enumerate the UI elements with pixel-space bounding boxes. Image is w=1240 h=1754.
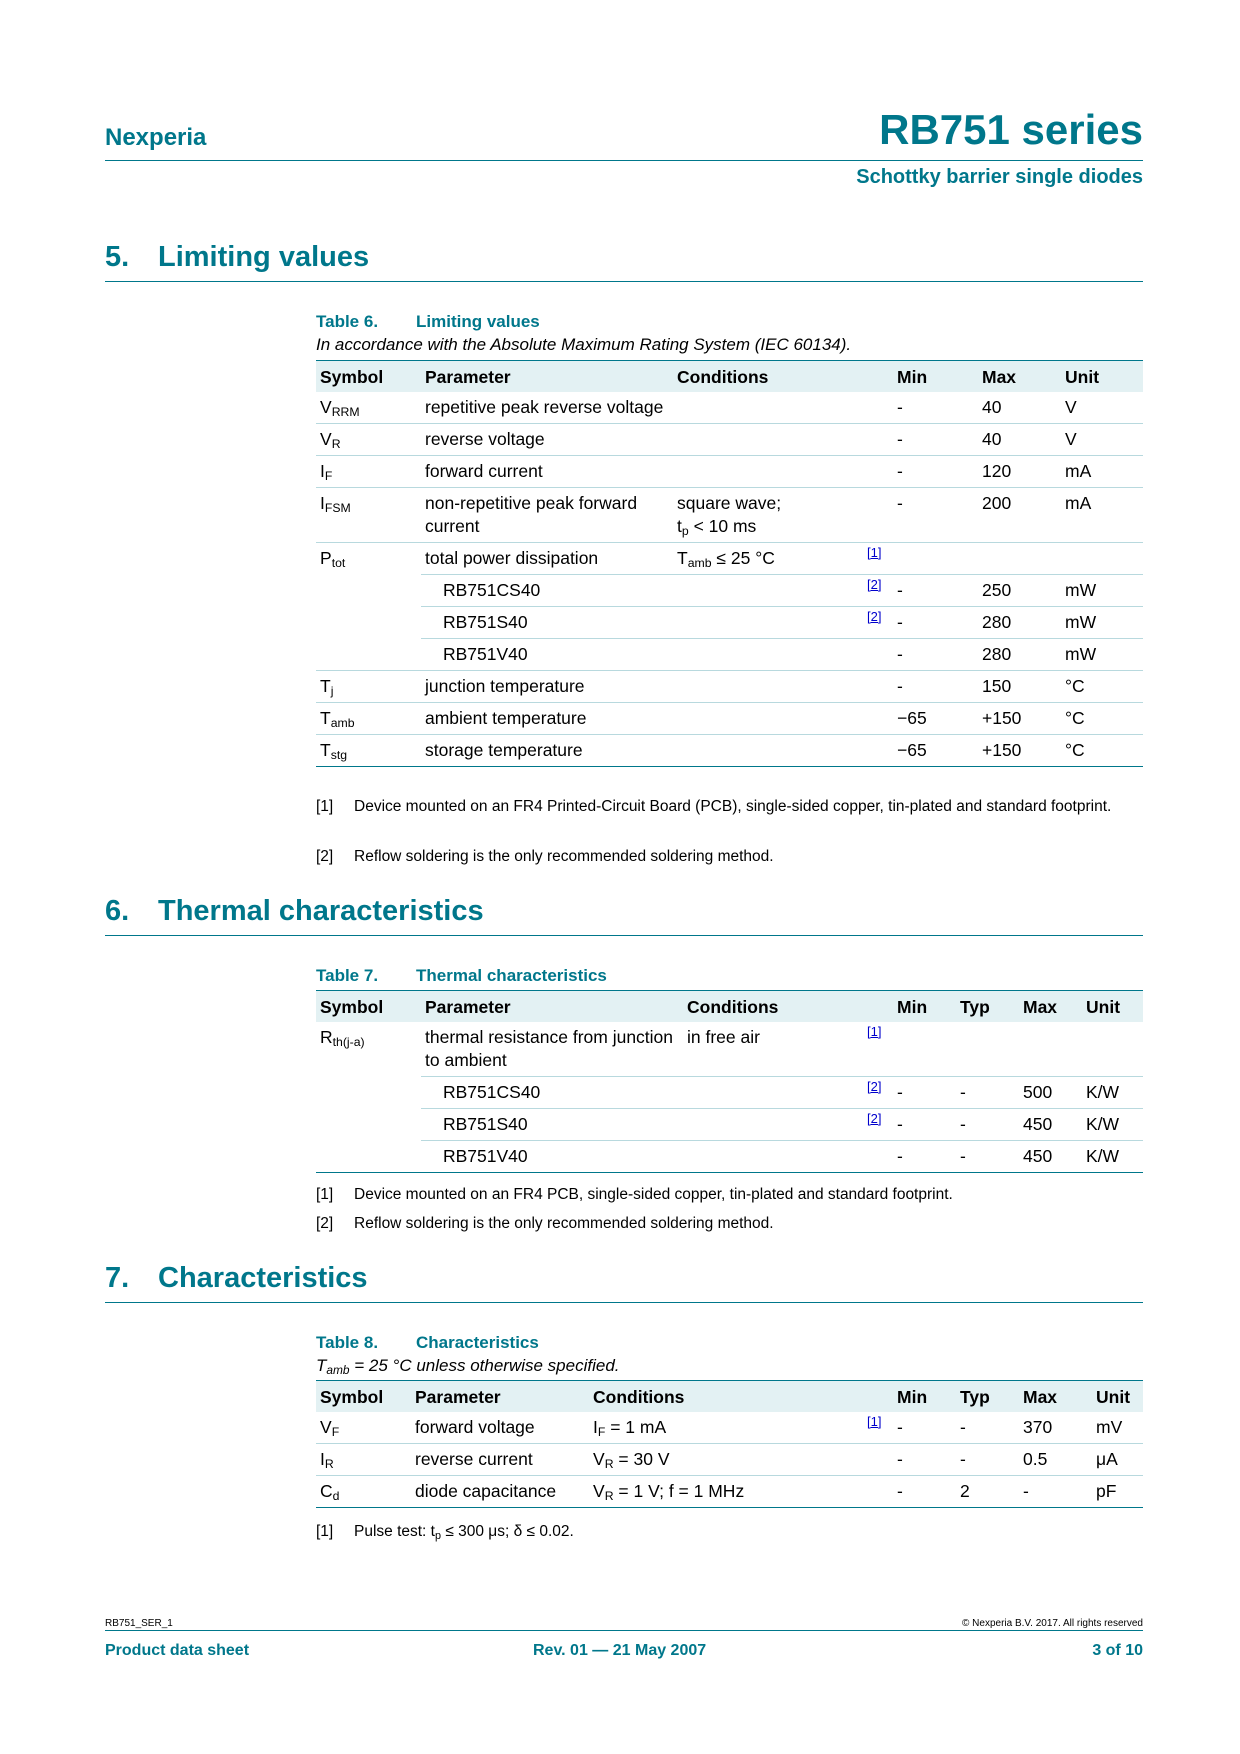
- conditions-cell: [673, 671, 863, 703]
- min-cell: -: [893, 639, 978, 671]
- parameter-cell: RB751V40: [421, 639, 673, 671]
- table-title: Limiting values: [416, 312, 540, 331]
- ref-cell: [863, 607, 893, 639]
- footnote: [316, 1185, 1143, 1204]
- min-cell: -: [893, 1077, 956, 1109]
- header-unit: Unit: [1092, 1381, 1143, 1413]
- header-ref: [863, 991, 893, 1023]
- unit-cell: V: [1061, 424, 1143, 456]
- parameter-cell: thermal resistance from junction to ambient: [421, 1022, 683, 1077]
- parameter-cell: junction temperature: [421, 671, 673, 703]
- footnote: [316, 1522, 1143, 1541]
- header-unit: Unit: [1082, 991, 1143, 1023]
- ref-cell: [863, 392, 893, 424]
- section-rule: [105, 1302, 1143, 1303]
- header-ref: [863, 361, 893, 393]
- header-min: Min: [893, 361, 978, 393]
- max-cell: +150: [978, 735, 1061, 767]
- max-cell: 40: [978, 392, 1061, 424]
- symbol-cell: $I_F$: [316, 456, 421, 488]
- conditions-cell: square wave; $t_p < 10$ ms: [673, 488, 863, 543]
- header-symbol: Symbol: [316, 991, 421, 1023]
- ref-cell: [863, 639, 893, 671]
- table-row: [316, 456, 1143, 488]
- symbol-cell: $V_{RRM}$: [316, 392, 421, 424]
- parameter-cell: non-repetitive peak forward current: [421, 488, 673, 543]
- table-header-row: [316, 991, 1143, 1023]
- section-rule: [105, 935, 1143, 936]
- unit-cell: [1082, 1022, 1143, 1077]
- header-max: Max: [1019, 1381, 1092, 1413]
- unit-cell: mW: [1061, 607, 1143, 639]
- min-cell: -: [893, 671, 978, 703]
- footer-revision: Rev. 01 — 21 May 2007: [533, 1642, 707, 1659]
- min-cell: −65: [893, 703, 978, 735]
- parameter-cell: RB751S40: [421, 607, 673, 639]
- header-max: Max: [1019, 991, 1082, 1023]
- max-cell: 0.5: [1019, 1444, 1092, 1476]
- header-symbol: Symbol: [316, 1381, 411, 1413]
- max-cell: +150: [978, 703, 1061, 735]
- min-cell: -: [893, 1141, 956, 1173]
- section-number: 7.: [105, 1262, 130, 1294]
- table-row: [316, 392, 1143, 424]
- unit-cell: mW: [1061, 575, 1143, 607]
- table-row: [316, 703, 1143, 735]
- min-cell: -: [893, 607, 978, 639]
- conditions-cell: [673, 575, 863, 607]
- section-6-heading: [105, 895, 484, 928]
- table-row: [316, 1476, 1143, 1508]
- conditions-cell: [673, 639, 863, 671]
- ref-cell: [863, 1109, 893, 1141]
- unit-cell: V: [1061, 392, 1143, 424]
- max-cell: 280: [978, 639, 1061, 671]
- parameter-cell: diode capacitance: [411, 1476, 589, 1508]
- table-row: [316, 735, 1143, 767]
- unit-cell: °C: [1061, 703, 1143, 735]
- symbol-cell: $C_d$: [316, 1476, 411, 1508]
- conditions-cell: [673, 456, 863, 488]
- header-parameter: Parameter: [421, 991, 683, 1023]
- header-typ: Typ: [956, 1381, 1019, 1413]
- conditions-cell: in free air: [683, 1022, 863, 1077]
- table-row: [316, 1444, 1143, 1476]
- table-8-note: $T_{amb} = 25$ °C unless otherwise specified.: [316, 1356, 620, 1377]
- typ-cell: -: [956, 1412, 1019, 1444]
- footnote-text: Reflow soldering is the only recommended soldering method.: [354, 1215, 774, 1232]
- typ-cell: -: [956, 1077, 1019, 1109]
- conditions-cell: [673, 607, 863, 639]
- min-cell: -: [893, 1412, 956, 1444]
- conditions-cell: [673, 703, 863, 735]
- max-cell: 450: [1019, 1109, 1082, 1141]
- table-8-caption: [316, 1333, 539, 1353]
- unit-cell: °C: [1061, 735, 1143, 767]
- ref-cell: [863, 543, 893, 575]
- max-cell: [1019, 1022, 1082, 1077]
- header-min: Min: [893, 1381, 956, 1413]
- ref-cell: [863, 1077, 893, 1109]
- parameter-cell: RB751S40: [421, 1109, 683, 1141]
- min-cell: -: [893, 392, 978, 424]
- footnote-text: Pulse test: $t_p \le 300$ μs; δ ≤ 0.02.: [354, 1523, 574, 1542]
- footnote-ref-link[interactable]: [1]: [867, 545, 882, 561]
- header-typ: Typ: [956, 991, 1019, 1023]
- footnote-ref-link[interactable]: [2]: [867, 609, 882, 625]
- footer-page-number: 3 of 10: [1092, 1642, 1143, 1659]
- ref-cell: [863, 735, 893, 767]
- ref-cell: [863, 1141, 893, 1173]
- unit-cell: [1061, 543, 1143, 575]
- conditions-cell: $I_F = 1$ mA: [589, 1412, 863, 1444]
- header-symbol: Symbol: [316, 361, 421, 393]
- max-cell: 200: [978, 488, 1061, 543]
- footnote-number: [2]: [316, 848, 334, 865]
- table-6-note: In accordance with the Absolute Maximum Rating System (IEC 60134).: [316, 335, 852, 354]
- min-cell: -: [893, 488, 978, 543]
- max-cell: 500: [1019, 1077, 1082, 1109]
- symbol-cell: $R_{th(j-a)}$: [316, 1022, 421, 1173]
- table-header-row: [316, 1381, 1143, 1413]
- section-title: Thermal characteristics: [158, 895, 484, 927]
- ref-cell: [863, 1022, 893, 1077]
- footnote-number: [1]: [316, 798, 334, 815]
- unit-cell: μA: [1092, 1444, 1143, 1476]
- symbol-cell: $T_{stg}$: [316, 735, 421, 767]
- header-parameter: Parameter: [421, 361, 673, 393]
- conditions-cell: [673, 424, 863, 456]
- footnote-text: Reflow soldering is the only recommended soldering method.: [354, 848, 774, 865]
- ref-cell: [863, 488, 893, 543]
- limiting-values-table: [316, 360, 1143, 767]
- conditions-cell: [683, 1141, 863, 1173]
- header-rule: [105, 160, 1143, 161]
- conditions-cell: [673, 735, 863, 767]
- min-cell: [893, 1022, 956, 1077]
- parameter-cell: RB751V40: [421, 1141, 683, 1173]
- typ-cell: 2: [956, 1476, 1019, 1508]
- unit-cell: mW: [1061, 639, 1143, 671]
- min-cell: -: [893, 424, 978, 456]
- header-ref: [863, 1381, 893, 1413]
- table-7-caption: [316, 966, 607, 986]
- footnote-number: [2]: [316, 1215, 334, 1232]
- unit-cell: K/W: [1082, 1109, 1143, 1141]
- table-row: [316, 1412, 1143, 1444]
- table-row: [316, 543, 1143, 575]
- section-title: Limiting values: [158, 241, 370, 273]
- min-cell: −65: [893, 735, 978, 767]
- conditions-cell: [673, 392, 863, 424]
- header-conditions: Conditions: [589, 1381, 863, 1413]
- min-cell: [893, 543, 978, 575]
- parameter-cell: reverse current: [411, 1444, 589, 1476]
- min-cell: -: [893, 1109, 956, 1141]
- table-number: Table 7.: [316, 966, 379, 985]
- table-row: [316, 1077, 1143, 1109]
- table-row: [316, 575, 1143, 607]
- max-cell: 370: [1019, 1412, 1092, 1444]
- table-row: [316, 1141, 1143, 1173]
- parameter-cell: storage temperature: [421, 735, 673, 767]
- typ-cell: [956, 1022, 1019, 1077]
- footnote-text: Device mounted on an FR4 Printed-Circuit Board (PCB), single-sided copper, tin-plated and standard footprint.: [354, 798, 1112, 815]
- footnote-number: [1]: [316, 1523, 334, 1540]
- characteristics-table: [316, 1380, 1143, 1508]
- conditions-cell: $V_R = 1$ V; f = 1 MHz: [589, 1476, 863, 1508]
- max-cell: [978, 543, 1061, 575]
- parameter-cell: forward current: [421, 456, 673, 488]
- table-number: Table 6.: [316, 312, 379, 331]
- max-cell: 250: [978, 575, 1061, 607]
- conditions-cell: $V_R = 30$ V: [589, 1444, 863, 1476]
- table-title: Characteristics: [416, 1333, 539, 1352]
- header-unit: Unit: [1061, 361, 1143, 393]
- header-min: Min: [893, 991, 956, 1023]
- header-conditions: Conditions: [673, 361, 863, 393]
- parameter-cell: RB751CS40: [421, 1077, 683, 1109]
- footnote-ref-link[interactable]: [2]: [867, 1079, 882, 1095]
- table-row: [316, 1109, 1143, 1141]
- typ-cell: -: [956, 1109, 1019, 1141]
- ref-cell: [863, 703, 893, 735]
- ref-cell: [863, 424, 893, 456]
- min-cell: -: [893, 575, 978, 607]
- unit-cell: mA: [1061, 456, 1143, 488]
- parameter-cell: reverse voltage: [421, 424, 673, 456]
- max-cell: 150: [978, 671, 1061, 703]
- section-7-heading: [105, 1262, 368, 1295]
- symbol-cell: $T_j$: [316, 671, 421, 703]
- unit-cell: mA: [1061, 488, 1143, 543]
- footer-copyright: © Nexperia B.V. 2017. All rights reserved: [962, 1618, 1143, 1629]
- ref-cell: [863, 456, 893, 488]
- footnote: [316, 1214, 1143, 1233]
- unit-cell: pF: [1092, 1476, 1143, 1508]
- conditions-cell: [683, 1077, 863, 1109]
- symbol-cell: $I_{FSM}$: [316, 488, 421, 543]
- footnote-ref-link[interactable]: [2]: [867, 577, 882, 593]
- header-parameter: Parameter: [411, 1381, 589, 1413]
- unit-cell: K/W: [1082, 1141, 1143, 1173]
- symbol-cell: $I_R$: [316, 1444, 411, 1476]
- table-row: [316, 424, 1143, 456]
- symbol-cell: $T_{amb}$: [316, 703, 421, 735]
- min-cell: -: [893, 1444, 956, 1476]
- parameter-cell: repetitive peak reverse voltage: [421, 392, 673, 424]
- footnote-text: Device mounted on an FR4 PCB, single-sided copper, tin-plated and standard footprint.: [354, 1186, 953, 1203]
- table-title: Thermal characteristics: [416, 966, 607, 985]
- table-row: [316, 639, 1143, 671]
- footnote: [316, 797, 1143, 816]
- table-row: [316, 1022, 1143, 1077]
- section-title: Characteristics: [158, 1262, 368, 1294]
- footnote-ref-link[interactable]: [1]: [867, 1024, 882, 1040]
- table-header-row: [316, 361, 1143, 393]
- ref-cell: [863, 1412, 893, 1444]
- footer-doc-type: Product data sheet: [105, 1642, 250, 1659]
- ref-cell: [863, 671, 893, 703]
- max-cell: 280: [978, 607, 1061, 639]
- max-cell: 40: [978, 424, 1061, 456]
- header-conditions: Conditions: [683, 991, 863, 1023]
- parameter-cell: ambient temperature: [421, 703, 673, 735]
- max-cell: 120: [978, 456, 1061, 488]
- unit-cell: mV: [1092, 1412, 1143, 1444]
- footnote: [316, 847, 1143, 866]
- parameter-cell: RB751CS40: [421, 575, 673, 607]
- ref-cell: [863, 1444, 893, 1476]
- conditions-cell: [683, 1109, 863, 1141]
- ref-cell: [863, 1476, 893, 1508]
- parameter-cell: total power dissipation: [421, 543, 673, 575]
- table-number: Table 8.: [316, 1333, 379, 1352]
- footnote-ref-link[interactable]: [1]: [867, 1414, 882, 1430]
- unit-cell: K/W: [1082, 1077, 1143, 1109]
- footnote-number: [1]: [316, 1186, 334, 1203]
- max-cell: -: [1019, 1476, 1092, 1508]
- section-number: 6.: [105, 895, 130, 927]
- document-subtitle: Schottky barrier single diodes: [856, 166, 1143, 188]
- section-5-heading: [105, 241, 369, 274]
- min-cell: -: [893, 456, 978, 488]
- symbol-cell: $P_{tot}$: [316, 543, 421, 671]
- header-max: Max: [978, 361, 1061, 393]
- section-rule: [105, 281, 1143, 282]
- parameter-cell: forward voltage: [411, 1412, 589, 1444]
- max-cell: 450: [1019, 1141, 1082, 1173]
- table-row: [316, 607, 1143, 639]
- unit-cell: °C: [1061, 671, 1143, 703]
- typ-cell: -: [956, 1141, 1019, 1173]
- table-6-caption: [316, 312, 540, 332]
- min-cell: -: [893, 1476, 956, 1508]
- table-row: [316, 488, 1143, 543]
- document-title: RB751 series: [879, 106, 1143, 153]
- footer-rule: [105, 1630, 1143, 1631]
- table-row: [316, 671, 1143, 703]
- section-number: 5.: [105, 241, 130, 273]
- brand-name: Nexperia: [105, 124, 207, 151]
- symbol-cell: $V_R$: [316, 424, 421, 456]
- typ-cell: -: [956, 1444, 1019, 1476]
- footer-document-id: RB751_SER_1: [105, 1618, 173, 1629]
- thermal-characteristics-table: [316, 990, 1143, 1173]
- ref-cell: [863, 575, 893, 607]
- symbol-cell: $V_F$: [316, 1412, 411, 1444]
- footnote-ref-link[interactable]: [2]: [867, 1111, 882, 1127]
- conditions-cell: $T_{amb} \le 25$ °C: [673, 543, 863, 575]
